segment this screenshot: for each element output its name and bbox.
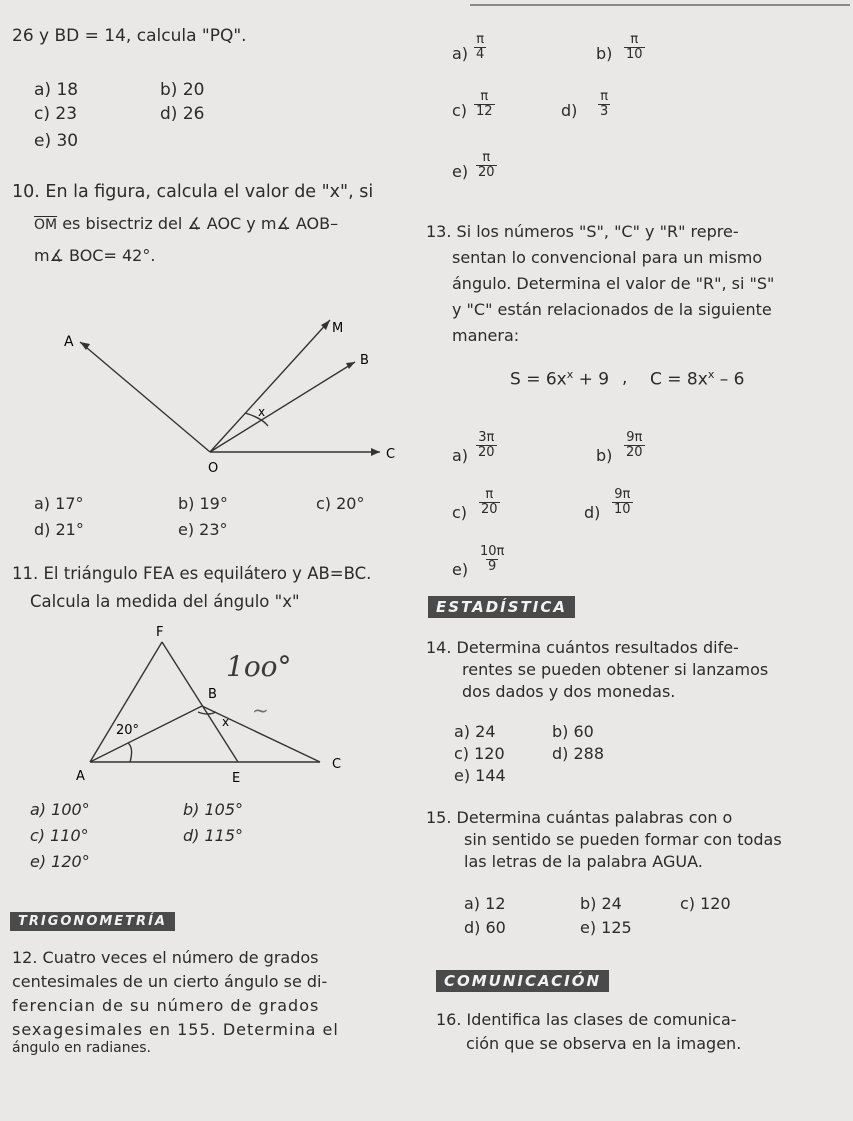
q13-option-b-fraction: $\frac{9\pi}{20}$ xyxy=(626,430,643,460)
q11-option-c: c) 110° xyxy=(30,826,89,845)
q14-option-c: c) 120 xyxy=(454,744,505,763)
label-a: A xyxy=(76,769,85,784)
label-b: B xyxy=(208,687,217,702)
q13-option-d-fraction: $\frac{9\pi}{10}$ xyxy=(614,487,631,517)
section-trigonometria-badge: TRIGONOMETRÍA xyxy=(10,912,175,931)
q13-option-a-label: a) xyxy=(452,446,469,465)
label-angle-20: 20° xyxy=(116,723,140,738)
label-x: x xyxy=(222,715,230,729)
q10-angle-figure xyxy=(40,300,410,490)
q11-option-b: b) 105° xyxy=(183,800,244,819)
label-c: C xyxy=(332,757,342,772)
q13-equation-separator: , xyxy=(622,368,628,388)
q13-option-a-fraction: $\frac{3\pi}{20}$ xyxy=(478,430,495,460)
q10-option-e: e) 23° xyxy=(178,520,228,539)
q14-line1: 14. Determina cuántos resultados dife- xyxy=(426,638,739,657)
pi-option-a-fraction: $\frac{\pi}{4}$ xyxy=(476,32,485,62)
eq-c-tail: – 6 xyxy=(714,369,745,390)
q11-line1: 11. El triángulo FEA es equilátero y AB=BC. xyxy=(12,564,372,583)
q13-option-e-fraction: $\frac{10\pi}{9}$ xyxy=(480,544,505,574)
q9-stem: 26 y BD = 14, calcula "PQ". xyxy=(12,26,247,46)
ray-ob xyxy=(210,362,355,452)
label-a: A xyxy=(64,334,74,350)
pi-option-e-fraction: $\frac{\pi}{20}$ xyxy=(478,150,495,180)
q10-line2-text: es bisectriz del ∡ AOC y m∡ AOB– xyxy=(57,214,339,233)
q12-line1: 12. Cuatro veces el número de grados xyxy=(12,948,319,967)
q13-line4: y "C" están relacionados de la siguiente xyxy=(452,300,772,319)
q12-line3: ferencian de su número de grados xyxy=(12,996,320,1015)
q13-line5: manera: xyxy=(452,326,520,345)
label-m: M xyxy=(332,321,344,336)
pi-option-c-label: c) xyxy=(452,101,468,120)
q11-triangle-figure xyxy=(70,620,400,790)
q16-line2: ción que se observa en la imagen. xyxy=(466,1034,742,1053)
q10-option-c: c) 20° xyxy=(316,494,365,513)
q13-line2: sentan lo convencional para un mismo xyxy=(452,248,763,267)
arrow-b xyxy=(346,362,355,369)
q11-option-e: e) 120° xyxy=(30,852,90,871)
q10-option-d: d) 21° xyxy=(34,520,84,539)
ray-om xyxy=(210,320,330,452)
q14-option-b: b) 60 xyxy=(552,722,594,741)
q10-line3: m∡ BOC= 42°. xyxy=(34,246,156,265)
q14-option-a: a) 24 xyxy=(454,722,496,741)
q13-option-e-label: e) xyxy=(452,560,469,579)
q15-option-a: a) 12 xyxy=(464,894,506,913)
q15-line3: las letras de la palabra AGUA. xyxy=(464,852,703,871)
q11-option-a: a) 100° xyxy=(30,800,90,819)
q15-line1: 15. Determina cuántas palabras con o xyxy=(426,808,733,827)
q12-line4: sexagesimales en 155. Determina el xyxy=(12,1020,339,1039)
q13-option-b-label: b) xyxy=(596,446,613,465)
pi-option-d-label: d) xyxy=(561,101,578,120)
eq-c-lhs: C = 8x xyxy=(650,369,708,390)
q15-option-c: c) 120 xyxy=(680,894,731,913)
pi-option-b-label: b) xyxy=(596,44,613,63)
q15-option-b: b) 24 xyxy=(580,894,622,913)
q11-line2: Calcula la medida del ángulo "x" xyxy=(30,592,300,611)
q15-line2: sin sentido se pueden formar con todas xyxy=(464,830,782,849)
q15-option-e: e) 125 xyxy=(580,918,632,937)
q9-option-b: b) 20 xyxy=(160,80,205,100)
q14-line2: rentes se pueden obtener si lanzamos xyxy=(462,660,769,679)
top-rule xyxy=(470,4,850,6)
pi-option-e-label: e) xyxy=(452,162,469,181)
q14-option-e: e) 144 xyxy=(454,766,506,785)
q10-line1: 10. En la figura, calcula el valor de "x", si xyxy=(12,182,374,202)
pi-option-d-fraction: $\frac{\pi}{3}$ xyxy=(600,89,609,119)
pi-option-c-fraction: $\frac{\pi}{12}$ xyxy=(476,89,493,119)
q13-option-c-fraction: $\frac{\pi}{20}$ xyxy=(481,487,498,517)
q9-option-e: e) 30 xyxy=(34,131,79,151)
q14-option-d: d) 288 xyxy=(552,744,605,763)
arrow-c xyxy=(371,448,380,456)
q9-option-a: a) 18 xyxy=(34,80,79,100)
q9-option-d: d) 26 xyxy=(160,104,205,124)
section-estadistica-badge: ESTADÍSTICA xyxy=(428,596,575,618)
q13-option-c-label: c) xyxy=(452,503,468,522)
q10-option-b: b) 19° xyxy=(178,494,228,513)
q10-line2 xyxy=(34,214,338,234)
q15-option-d: d) 60 xyxy=(464,918,506,937)
eq-s-exponent: x xyxy=(566,368,574,381)
q10-option-a: a) 17° xyxy=(34,494,84,513)
handwritten-scribble: ~ xyxy=(252,698,269,722)
q13-line1: 13. Si los números "S", "C" y "R" repre- xyxy=(426,222,739,241)
eq-c-exponent: x xyxy=(707,368,715,381)
handwritten-annotation: 1oo° xyxy=(226,650,292,683)
q9-option-c: c) 23 xyxy=(34,104,78,124)
q13-equation-s xyxy=(510,368,609,390)
label-e: E xyxy=(232,771,241,786)
q11-option-d: d) 115° xyxy=(183,826,244,845)
pi-option-b-fraction: $\frac{\pi}{10}$ xyxy=(626,32,643,62)
eq-s-tail: + 9 xyxy=(573,369,610,390)
q13-equation-c xyxy=(650,368,744,390)
q14-line3: dos dados y dos monedas. xyxy=(462,682,676,701)
label-b: B xyxy=(360,353,369,368)
q12-line5: ángulo en radianes. xyxy=(12,1040,151,1056)
label-c: C xyxy=(386,447,396,462)
q16-line1: 16. Identifica las clases de comunica- xyxy=(436,1010,737,1029)
q13-line3: ángulo. Determina el valor de "R", si "S" xyxy=(452,274,775,293)
label-x: x xyxy=(258,405,266,419)
angle-20-arc xyxy=(128,743,132,762)
label-o: O xyxy=(208,461,219,476)
q12-line2: centesimales de un cierto ángulo se di- xyxy=(12,972,328,991)
pi-option-a-label: a) xyxy=(452,44,469,63)
section-comunicacion-badge: COMUNICACIÓN xyxy=(436,970,609,992)
label-f: F xyxy=(156,625,164,640)
ray-oa xyxy=(80,342,210,452)
q13-option-d-label: d) xyxy=(584,503,601,522)
q10-om-segment: $\overline{OM}$ xyxy=(34,217,58,233)
eq-s-lhs: S = 6x xyxy=(510,369,567,390)
